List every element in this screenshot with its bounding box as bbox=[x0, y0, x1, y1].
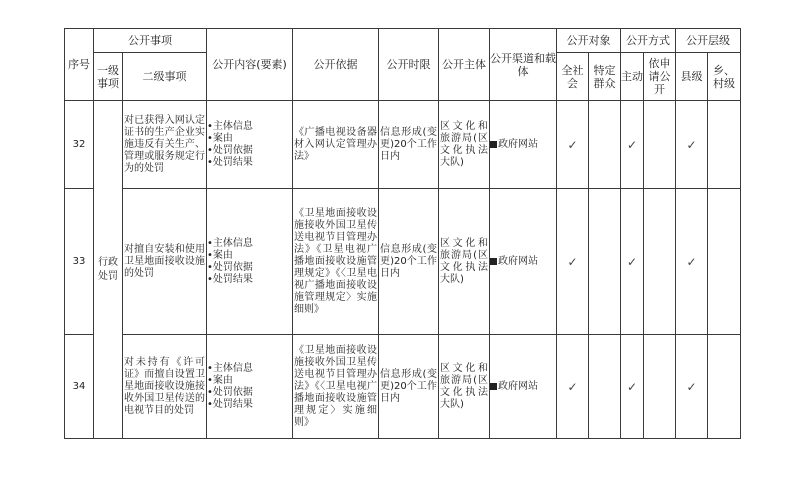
row-time-limit: 信息形成(变更)20个工作日内 bbox=[379, 189, 439, 335]
channel-text: 政府网站 bbox=[498, 255, 538, 267]
content-item: 案由 bbox=[212, 132, 233, 144]
level1-item-text: 行政处罚 bbox=[98, 256, 118, 282]
check-level-town bbox=[708, 101, 741, 189]
content-item: 主体信息 bbox=[212, 362, 253, 374]
check-method-request bbox=[644, 335, 676, 439]
content-item: 处罚结果 bbox=[212, 398, 253, 410]
row-seq: 34 bbox=[65, 335, 94, 439]
check-target-all: ✓ bbox=[557, 335, 589, 439]
header-items: 公开事项 bbox=[94, 29, 207, 53]
content-item: 主体信息 bbox=[212, 120, 253, 132]
header-method-request: 依申请公开 bbox=[644, 53, 676, 101]
content-bullet: •处罚结果 bbox=[207, 156, 253, 168]
row-channel bbox=[490, 189, 557, 335]
table-row bbox=[65, 335, 741, 439]
table-row bbox=[65, 101, 741, 189]
header-level2: 二级事项 bbox=[123, 53, 207, 101]
content-bullet: •主体信息 bbox=[207, 362, 253, 374]
header-target: 公开对象 bbox=[557, 29, 621, 53]
check-method-active: ✓ bbox=[621, 335, 644, 439]
row-seq: 32 bbox=[65, 101, 94, 189]
content-bullet: •案由 bbox=[207, 132, 233, 144]
square-bullet-icon bbox=[490, 258, 497, 265]
content-item: 处罚依据 bbox=[212, 386, 253, 398]
content-bullet: •处罚依据 bbox=[207, 386, 253, 398]
check-level-county: ✓ bbox=[676, 101, 708, 189]
header-seq: 序号 bbox=[65, 29, 94, 101]
content-item: 处罚依据 bbox=[212, 144, 253, 156]
check-level-county: ✓ bbox=[676, 189, 708, 335]
row-content bbox=[207, 335, 293, 439]
content-bullet: •案由 bbox=[207, 374, 233, 386]
content-bullet: •处罚依据 bbox=[207, 261, 253, 273]
row-time-limit: 信息形成(变更)20个工作日内 bbox=[379, 335, 439, 439]
check-level-county: ✓ bbox=[676, 335, 708, 439]
content-bullet: •主体信息 bbox=[207, 237, 253, 249]
header-level-town: 乡、村级 bbox=[708, 53, 741, 101]
content-item: 处罚依据 bbox=[212, 261, 253, 273]
check-target-all: ✓ bbox=[557, 189, 589, 335]
row-subject: 区文化和旅游局(区文化执法大队) bbox=[439, 189, 490, 335]
row-channel bbox=[490, 101, 557, 189]
row-subject: 区文化和旅游局(区文化执法大队) bbox=[439, 101, 490, 189]
check-method-active: ✓ bbox=[621, 189, 644, 335]
header-subject: 公开主体 bbox=[439, 29, 490, 101]
check-level-town bbox=[708, 189, 741, 335]
header-content: 公开内容(要素) bbox=[207, 29, 293, 101]
header-level1: 一级事项 bbox=[94, 53, 123, 101]
content-bullet: •主体信息 bbox=[207, 120, 253, 132]
disclosure-table bbox=[64, 28, 741, 439]
content-item: 处罚结果 bbox=[212, 273, 253, 285]
content-item: 处罚结果 bbox=[212, 156, 253, 168]
content-item: 案由 bbox=[212, 374, 233, 386]
check-method-request bbox=[644, 189, 676, 335]
content-bullet: •处罚结果 bbox=[207, 273, 253, 285]
check-level-town bbox=[708, 335, 741, 439]
check-target-all: ✓ bbox=[557, 101, 589, 189]
check-target-specific bbox=[589, 189, 621, 335]
check-target-specific bbox=[589, 101, 621, 189]
channel-text: 政府网站 bbox=[498, 138, 538, 150]
content-bullet: •处罚依据 bbox=[207, 144, 253, 156]
header-level-county: 县级 bbox=[676, 53, 708, 101]
content-bullet: •处罚结果 bbox=[207, 398, 253, 410]
header-time-limit: 公开时限 bbox=[379, 29, 439, 101]
row-channel bbox=[490, 335, 557, 439]
row-basis: 《卫星地面接收设施接收外国卫星传送电视节目管理办法》《〈卫星电视广播地面接收设施管理规定〉实施细则》 bbox=[293, 335, 379, 439]
header-channel: 公开渠道和载体 bbox=[490, 29, 557, 101]
header-target-all: 全社会 bbox=[557, 53, 589, 101]
row-item: 对擅自安装和使用卫星地面接收设施的处罚 bbox=[123, 189, 207, 335]
content-item: 主体信息 bbox=[212, 237, 253, 249]
channel-text: 政府网站 bbox=[498, 380, 538, 392]
header-level: 公开层级 bbox=[676, 29, 741, 53]
row-time-limit: 信息形成(变更)20个工作日内 bbox=[379, 101, 439, 189]
header-basis: 公开依据 bbox=[293, 29, 379, 101]
disclosure-table-sheet bbox=[64, 28, 741, 439]
row-basis: 《广播电视设备器材入网认定管理办法》 bbox=[293, 101, 379, 189]
table-row bbox=[65, 189, 741, 335]
content-bullet: •案由 bbox=[207, 249, 233, 261]
check-target-specific bbox=[589, 335, 621, 439]
header-method: 公开方式 bbox=[621, 29, 676, 53]
header-method-active: 主动 bbox=[621, 53, 644, 101]
square-bullet-icon bbox=[490, 141, 497, 148]
level1-item bbox=[94, 101, 123, 439]
check-method-request bbox=[644, 101, 676, 189]
row-seq: 33 bbox=[65, 189, 94, 335]
content-item: 案由 bbox=[212, 249, 233, 261]
check-method-active: ✓ bbox=[621, 101, 644, 189]
row-item: 对已获得入网认定证书的生产企业实施违反有关生产、管理或服务规定行为的处罚 bbox=[123, 101, 207, 189]
row-subject: 区文化和旅游局(区文化执法大队) bbox=[439, 335, 490, 439]
row-content bbox=[207, 101, 293, 189]
header-target-specific: 特定群众 bbox=[589, 53, 621, 101]
row-content bbox=[207, 189, 293, 335]
square-bullet-icon bbox=[490, 383, 497, 390]
row-basis: 《卫星地面接收设施接收外国卫星传送电视节目管理办法》《卫星电视广播地面接收设施管理规定》《〈卫星电视广播地面接收设施管理规定〉实施细则》 bbox=[293, 189, 379, 335]
row-item: 对未持有《许可证》而擅自设置卫星地面接收设施接收外国卫星传送的电视节目的处罚 bbox=[123, 335, 207, 439]
